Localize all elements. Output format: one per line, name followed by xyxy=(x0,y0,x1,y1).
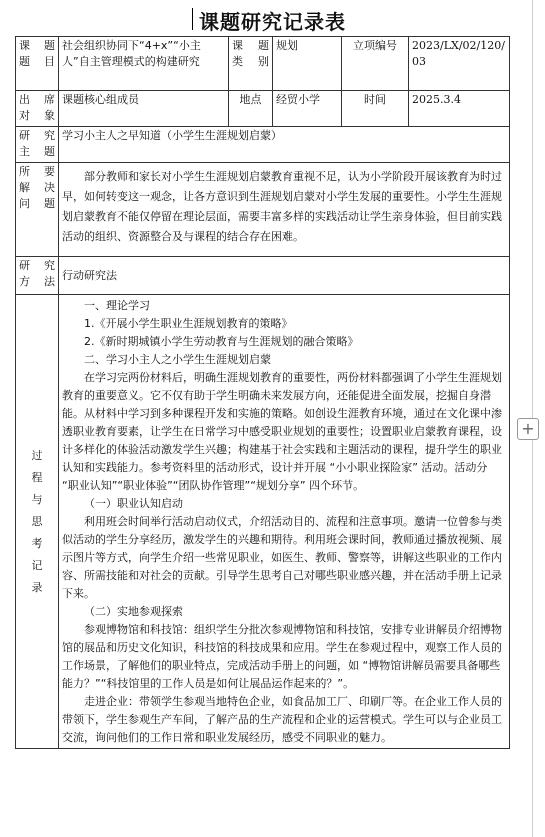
heading-theory: 一、理论学习 xyxy=(84,299,150,312)
subheading-2: （二）实地参观探索 xyxy=(84,605,183,618)
label-char: 思 xyxy=(31,514,43,528)
label-method: 研 究 方法 xyxy=(16,257,59,295)
attendees-value[interactable]: 课题核心组成员 xyxy=(59,91,229,127)
paragraph-4: 走进企业：带领学生参观当地特色企业，如食品加工厂、印刷厂等。在企业工作人员的带领下，学生参观生产车间，了解产品的生产流程和企业的运营模式。学生可以与企业员工交流，询问他们的工作日常和职业发展经历，感受不同职业的魅力。 xyxy=(62,695,502,744)
subheading-1: （一）职业认知启动 xyxy=(84,497,183,510)
label-problem: 所 要 解 决 问题 xyxy=(16,163,59,257)
document-title: 课题研究记录表 xyxy=(199,10,346,34)
problem-value[interactable] xyxy=(59,163,510,257)
label-process xyxy=(16,295,59,749)
row-attendees xyxy=(16,91,510,127)
project-no-value[interactable]: 2023/LX/02/120/03 xyxy=(409,37,510,91)
category-value[interactable]: 规划 xyxy=(273,37,342,91)
plus-icon[interactable]: + xyxy=(517,418,539,440)
label-attendees: 出 席 对象 xyxy=(16,91,59,127)
topic-value[interactable]: 社会组织协同下“4+x”“小主人”自主管理模式的构建研究 xyxy=(59,37,229,91)
heading-career: 二、学习小主人之小学生生涯规划启蒙 xyxy=(84,353,271,366)
label-char: 过 xyxy=(31,448,43,462)
problem-text: 部分教师和家长对小学生生涯规划启蒙教育重视不足，认为小学阶段开展该教育为时过早，如何转变这一观念，让各方意识到生涯规划启蒙对小学生发展的重要性。小学生生涯规划启蒙教育不能仅停留在理论层面，需要丰富多样的实践活动让学生亲身体验，但目前实践活动的组织、资源整合及与课程的结合存在困难。 xyxy=(62,170,502,243)
reference-2: 2.《新时期城镇小学生劳动教育与生涯规划的融合策略》 xyxy=(84,335,359,348)
row-method xyxy=(16,257,510,295)
label-project-no: 立项编号 xyxy=(342,37,409,91)
paragraph-2: 利用班会时间举行活动启动仪式，介绍活动目的、流程和注意事项。邀请一位曾参与类似活动的学生分享经历，激发学生的兴趣和期待。利用班会课时间，教师通过播放视频、展示图片等方式，向学生介绍一些常见职业，如医生、教师、警察等，讲解这些职业的工作内容、所需技能和对社会的贡献。引导学生思考自己对哪些职业感兴趣，并在活动手册上记录下来。 xyxy=(62,515,502,600)
label-topic: 课 题 题目 xyxy=(16,37,59,91)
row-research-topic xyxy=(16,127,510,163)
paragraph-1: 在学习完两份材料后，明确生涯规划教育的重要性，两份材料都强调了小学生生涯规划教育的重要意义。它不仅有助于学生明确未来发展方向，还能促进全面发展，挖掘自身潜能。从材料中学习到多种课程开发和实施的策略。如创设生涯教育环境，通过在文化课中渗透职业教育要素，让学生在日常学习中感受职业规划的重要性；设置职业启蒙教育课程，设计多样化的体验活动激发学生兴趣；构建基于社会实践和主题活动的课程，提升学生的职业认知和实践能力。参考资料里的活动形式，设计并开展 “小小职业探险家” 活动。活动分 “职业认知”“职业体验”“团队协作管理”“规划分享” 四个环节。 xyxy=(62,371,502,492)
paragraph-3: 参观博物馆和科技馆：组织学生分批次参观博物馆和科技馆，安排专业讲解员介绍博物馆的展品和历史文化知识，科技馆的科技成果和应用。学生在参观过程中，观察工作人员的工作场景，了解他们的职业特点，完成活动手册上的问题，如 “博物馆讲解员需要具备哪些能力？”“科技馆里的工作人员是如何让展品运作起来的？”。 xyxy=(62,623,502,690)
label-time: 时间 xyxy=(342,91,409,127)
label-location: 地点 xyxy=(229,91,273,127)
row-problem xyxy=(16,163,510,257)
label-category: 课 题 类别 xyxy=(229,37,273,91)
label-char: 程 xyxy=(31,470,43,484)
method-value[interactable]: 行动研究法 xyxy=(59,257,510,295)
process-content[interactable] xyxy=(59,295,510,749)
label-char: 录 xyxy=(31,580,43,594)
research-topic-value[interactable]: 学习小主人之早知道（小学生生涯规划启蒙） xyxy=(59,127,510,163)
reference-1: 1.《开展小学生职业生涯规划教育的策略》 xyxy=(84,317,293,330)
label-char: 记 xyxy=(31,558,43,572)
label-char: 与 xyxy=(31,492,43,506)
label-research-topic: 研 究 主题 xyxy=(16,127,59,163)
row-process xyxy=(16,295,510,749)
text-cursor xyxy=(192,8,193,30)
record-table xyxy=(15,36,510,749)
row-topic xyxy=(16,37,510,91)
label-char: 考 xyxy=(31,536,43,550)
location-value[interactable]: 经贸小学 xyxy=(273,91,342,127)
time-value[interactable]: 2025.3.4 xyxy=(409,91,510,127)
